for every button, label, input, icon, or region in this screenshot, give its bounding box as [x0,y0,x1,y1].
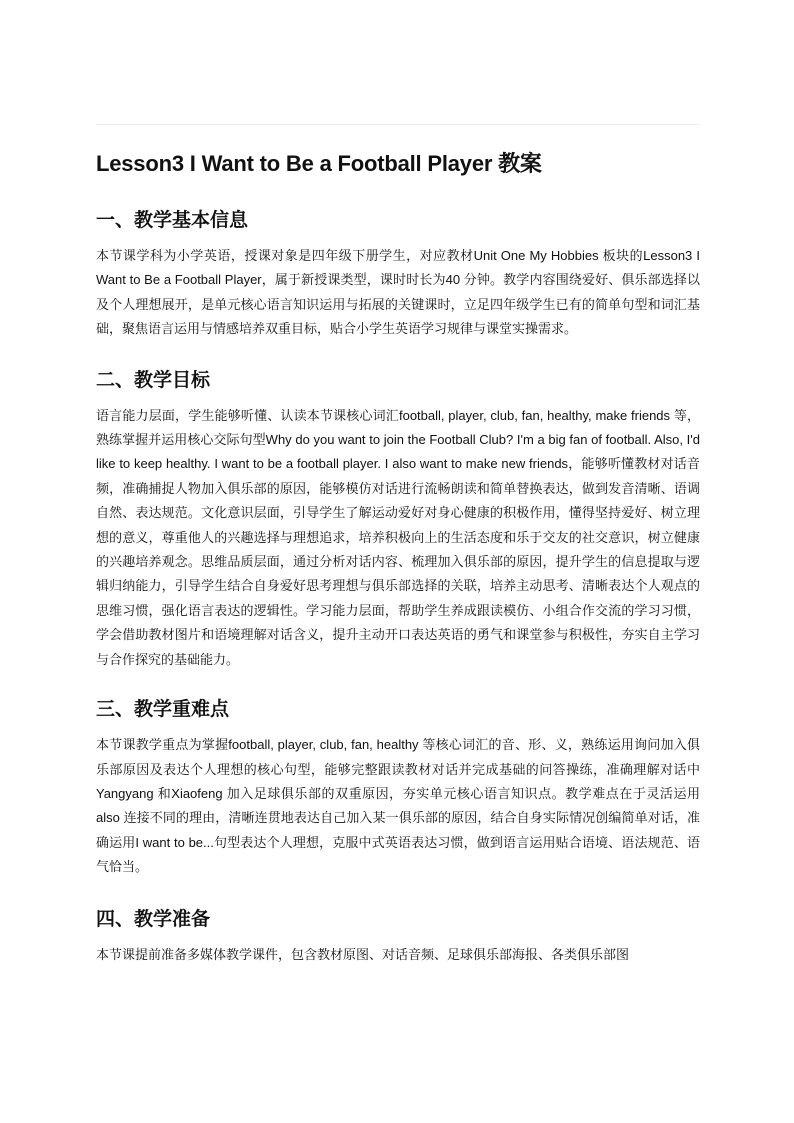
section-paragraph: 语言能力层面，学生能够听懂、认读本节课核心词汇football, player, club, fan, healthy, make friends 等，熟练掌握并运用核心交际句型Why do you want to join the Football Club? I'm a big fan of football. Also, I'd like to keep healthy. I want to be a football player. I also want to make new friends，能够听懂教材对话音频，准确捕捉人物加入俱乐部的原因，能够模仿对话进行流畅朗读和简单替换表达，做到发音清晰、语调自然、表达规范。文化意识层面，引导学生了解运动爱好对身心健康的积极作用，懂得坚持爱好、树立理想的意义，尊重他人的兴趣选择与理想追求，培养积极向上的生活态度和乐于交友的社交意识，树立健康的兴趣培养观念。思维品质层面，通过分析对话内容、梳理加入俱乐部的原因，提升学生的信息提取与逻辑归纳能力，引导学生结合自身爱好思考理想与俱乐部选择的关联，培养主动思考、清晰表达个人观点的思维习惯，强化语言表达的逻辑性。学习能力层面，帮助学生养成跟读模仿、小组合作交流的学习习惯，学会借助教材图片和语境理解对话含义，提升主动开口表达英语的勇气和课堂参与积极性，夯实自主学习与合作探究的基础能力。 [96,407,700,667]
section-key-points [96,697,700,879]
section-paragraph: 本节课教学重点为掌握football, player, club, fan, healthy 等核心词汇的音、形、义，熟练运用询问加入俱乐部原因及表达个人理想的核心句型，能够完整跟读教材对话并完成基础的问答操练，准确理解对话中Yangyang 和Xiaofeng 加入足球俱乐部的双重原因，夯实单元核心语言知识点。教学难点在于灵活运用also 连接不同的理由，清晰连贯地表达自己加入某一俱乐部的原因，结合自身实际情况创编简单对话，准确运用I want to be...句型表达个人理想，克服中式英语表达习惯，做到语言运用贴合语境、语法规范、语气恰当。 [96,737,700,875]
document-content [96,150,700,967]
section-heading: 二、教学目标 [96,369,211,391]
section-paragraph: 本节课学科为小学英语，授课对象是四年级下册学生，对应教材Unit One My Hobbies 板块的Lesson3 I Want to Be a Football Player，属于新授课类型，课时时长为40 分钟。教学内容围绕爱好、俱乐部选择以及个人理想展开，是单元核心语言知识运用与拓展的关键课时，立足四年级学生已有的简单句型和词汇基础，聚焦语言运用与情感培养双重目标，贴合小学生英语学习规律与课堂实操需求。 [96,248,700,337]
document-title: Lesson3 I Want to Be a Football Player 教案 [96,151,542,176]
header-divider [96,124,700,125]
section-teaching-goals [96,368,700,672]
section-basic-info [96,208,700,342]
section-heading: 三、教学重难点 [96,699,230,721]
section-paragraph: 本节课提前准备多媒体教学课件，包含教材原图、对话音频、足球俱乐部海报、各类俱乐部图 [96,946,630,962]
section-preparation [96,907,700,967]
section-heading: 四、教学准备 [96,908,211,930]
section-heading: 一、教学基本信息 [96,210,249,231]
